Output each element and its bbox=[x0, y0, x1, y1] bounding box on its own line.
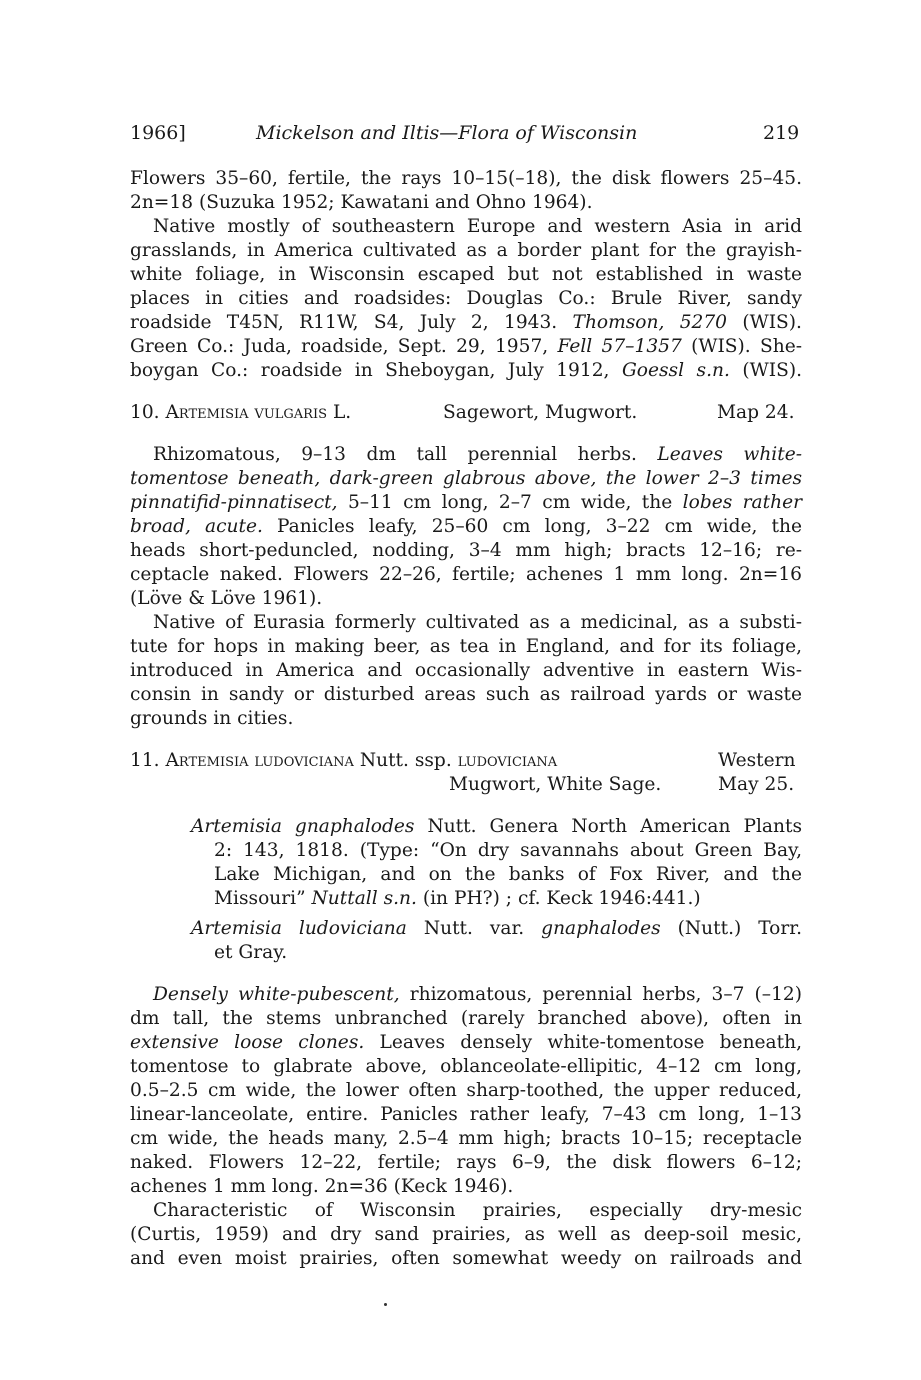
text-line: Characteristic of Wisconsin prairies, especially dry-mesic bbox=[153, 1200, 802, 1221]
text-line: grounds in cities. bbox=[130, 708, 294, 729]
header-title: Mickelson and Iltis—Flora of Wisconsin bbox=[256, 122, 638, 144]
text-line: tomentose to glabrate above, oblanceolate-ellipitic, 4–12 cm long, bbox=[130, 1056, 802, 1077]
text-line: (Löve & Löve 1961). bbox=[130, 588, 323, 609]
text-line: grasslands, in America cultivated as a border plant for the grayish- bbox=[130, 240, 802, 261]
text-line: Green Co.: Juda, roadside, Sept. 29, 1957, Fell 57–1357 (WIS). She- bbox=[130, 336, 802, 357]
text-line: Native mostly of southeastern Europe and western Asia in arid bbox=[153, 216, 802, 237]
text-line: (Curtis, 1959) and dry sand prairies, as well as deep-soil mesic, bbox=[130, 1224, 802, 1245]
synonym-line: 2: 143, 1818. (Type: “On dry savannahs about Green Bay, bbox=[214, 840, 802, 861]
text-line: linear-lanceolate, entire. Panicles rather leafy, 7–43 cm long, 1–13 bbox=[130, 1104, 802, 1125]
text-line: tomentose beneath, dark-green glabrous above, the lower 2–3 times bbox=[130, 468, 802, 489]
text-line: and even moist prairies, often somewhat weedy on railroads and bbox=[130, 1248, 802, 1269]
species-heading: 10. Artemisia vulgaris L. bbox=[130, 402, 352, 423]
text-line: naked. Flowers 12–22, fertile; rays 6–9, the disk flowers 6–12; bbox=[130, 1152, 802, 1173]
text-line: 2n=18 (Suzuka 1952; Kawatani and Ohno 1964). bbox=[130, 192, 593, 213]
text-line: boygan Co.: roadside in Sheboygan, July 1912, Goessl s.n. (WIS). bbox=[130, 360, 802, 381]
text-line: tute for hops in making beer, as tea in England, and for its foliage, bbox=[130, 636, 802, 657]
text-line: heads short-peduncled, nodding, 3–4 mm high; bracts 12–16; re- bbox=[130, 540, 802, 561]
text-line: introduced in America and occasionally adventive in eastern Wis- bbox=[130, 660, 802, 681]
map-reference: Map 24. bbox=[717, 402, 795, 423]
text-line: Flowers 35–60, fertile, the rays 10–15(–18), the disk flowers 25–45. bbox=[130, 168, 802, 189]
common-name: Sagewort, Mugwort. bbox=[443, 402, 638, 423]
text-line: Native of Eurasia formerly cultivated as a medicinal, as a substi- bbox=[153, 612, 802, 633]
text-line: white foliage, in Wisconsin escaped but not established in waste bbox=[130, 264, 802, 285]
common-name: Mugwort, White Sage. bbox=[449, 774, 662, 795]
text-line: dm tall, the stems unbranched (rarely branched above), often in bbox=[130, 1008, 802, 1029]
synonym-line: Lake Michigan, and on the banks of Fox River, and the bbox=[214, 864, 802, 885]
ink-speck bbox=[384, 1303, 387, 1306]
text-line: cm wide, the heads many, 2.5–4 mm high; bracts 10–15; receptacle bbox=[130, 1128, 802, 1149]
text-line: ceptacle naked. Flowers 22–26, fertile; achenes 1 mm long. 2n=16 bbox=[130, 564, 802, 585]
species-heading: 11. Artemisia ludoviciana Nutt. ssp. ludoviciana bbox=[130, 750, 558, 771]
text-line: 0.5–2.5 cm wide, the lower often sharp-toothed, the upper reduced, bbox=[130, 1080, 802, 1101]
text-line: broad, acute. Panicles leafy, 25–60 cm long, 3–22 cm wide, the bbox=[130, 516, 802, 537]
synonym-line: Artemisia gnaphalodes Nutt. Genera North American Plants bbox=[191, 816, 802, 837]
text-line: places in cities and roadsides: Douglas Co.: Brule River, sandy bbox=[130, 288, 802, 309]
text-line: pinnatifid-pinnatisect, 5–11 cm long, 2–7 cm wide, the lobes rather bbox=[130, 492, 802, 513]
text-line: Densely white-pubescent, rhizomatous, perennial herbs, 3–7 (–12) bbox=[153, 984, 802, 1005]
text-line: extensive loose clones. Leaves densely white-tomentose beneath, bbox=[130, 1032, 802, 1053]
header-year: 1966] bbox=[130, 122, 186, 144]
synonym-line: Missouri” Nuttall s.n. (in PH?) ; cf. Keck 1946:441.) bbox=[214, 888, 701, 909]
text-line: roadside T45N, R11W, S4, July 2, 1943. Thomson, 5270 (WIS). bbox=[130, 312, 802, 333]
common-name: Western bbox=[718, 750, 796, 771]
header-page-number: 219 bbox=[763, 122, 800, 144]
text-line: consin in sandy or disturbed areas such as railroad yards or waste bbox=[130, 684, 802, 705]
synonym-line: et Gray. bbox=[214, 942, 288, 963]
text-line: Rhizomatous, 9–13 dm tall perennial herbs. Leaves white- bbox=[153, 444, 802, 465]
synonym-line: Artemisia ludoviciana Nutt. var. gnaphalodes (Nutt.) Torr. bbox=[191, 918, 802, 939]
text-line: achenes 1 mm long. 2n=36 (Keck 1946). bbox=[130, 1176, 514, 1197]
map-reference: May 25. bbox=[718, 774, 795, 795]
